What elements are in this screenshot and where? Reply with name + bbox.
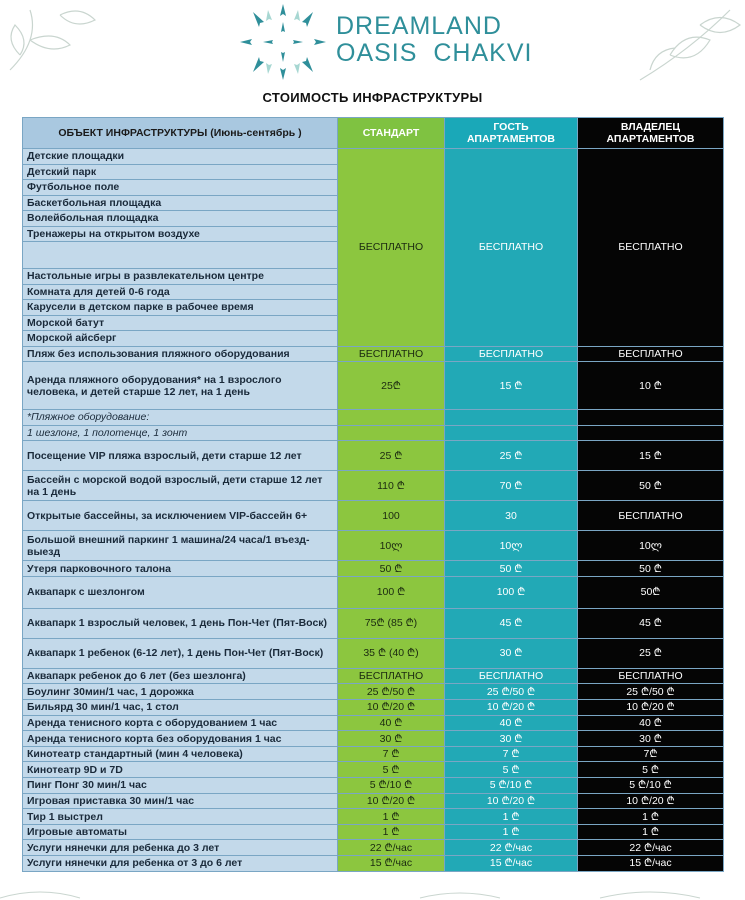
row-guest-value: 10 ₾/20 ₾ xyxy=(445,793,578,809)
row-standard-value: 25₾ xyxy=(338,362,445,410)
page-title: СТОИМОСТЬ ИНФРАСТРУКТУРЫ xyxy=(262,90,483,105)
table-row xyxy=(23,362,724,410)
row-guest-value: 30 ₾ xyxy=(445,638,578,668)
row-owner-value: 10 ₾ xyxy=(578,362,724,410)
row-guest-value: 1 ₾ xyxy=(445,824,578,840)
row-owner-value: 45 ₾ xyxy=(578,608,724,638)
row-name: Игровые автоматы xyxy=(23,824,338,840)
row-standard-value: БЕСПЛАТНО xyxy=(338,346,445,362)
row-standard-value: 22 ₾/час xyxy=(338,840,445,856)
row-standard-value: 5 ₾/10 ₾ xyxy=(338,778,445,794)
row-name: Аквапарк ребенок до 6 лет (без шезлонга) xyxy=(23,668,338,684)
row-owner-value: 15 ₾ xyxy=(578,441,724,471)
table-row xyxy=(23,561,724,577)
row-name: Аренда тенисного корта с оборудованием 1 час xyxy=(23,715,338,731)
table-row xyxy=(23,501,724,531)
free-item-name: Баскетбольная площадка xyxy=(23,195,338,211)
header xyxy=(0,0,745,85)
free-standard-value: БЕСПЛАТНО xyxy=(338,149,445,347)
header-object: ОБЪЕКТ ИНФРАСТРУКТУРЫ (Июнь-сентябрь ) xyxy=(23,118,338,149)
free-item-name: Настольные игры в развлекательном центре xyxy=(23,269,338,285)
row-guest-value: 5 ₾ xyxy=(445,762,578,778)
row-guest-value: 30 ₾ xyxy=(445,731,578,747)
row-guest-value: 7 ₾ xyxy=(445,746,578,762)
row-owner-value: 22 ₾/час xyxy=(578,840,724,856)
row-standard-value xyxy=(338,425,445,441)
free-owner-value: БЕСПЛАТНО xyxy=(578,149,724,347)
row-name: Посещение VIP пляжа взрослый, дети старше 12 лет xyxy=(23,441,338,471)
brand-name xyxy=(336,13,532,67)
row-name: Кинотеатр 9D и 7D xyxy=(23,762,338,778)
row-name: 1 шезлонг, 1 полотенце, 1 зонт xyxy=(23,425,338,441)
table-row xyxy=(23,608,724,638)
header-owner: ВЛАДЕЛЕЦ АПАРТАМЕНТОВ xyxy=(578,118,724,149)
row-owner-value: 30 ₾ xyxy=(578,731,724,747)
row-name: Утеря парковочного талона xyxy=(23,561,338,577)
row-name: Пинг Понг 30 мин/1 час xyxy=(23,778,338,794)
table-row xyxy=(23,700,724,716)
row-owner-value: 15 ₾/час xyxy=(578,856,724,872)
row-owner-value: 25 ₾/50 ₾ xyxy=(578,684,724,700)
table-row xyxy=(23,149,724,165)
row-standard-value: 5 ₾ xyxy=(338,762,445,778)
row-owner-value: БЕСПЛАТНО xyxy=(578,346,724,362)
free-item-name: Волейбольная площадка xyxy=(23,211,338,227)
table-row xyxy=(23,731,724,747)
row-name: Услуги нянечки для ребенка от 3 до 6 лет xyxy=(23,856,338,872)
price-table xyxy=(22,117,724,872)
row-guest-value: 45 ₾ xyxy=(445,608,578,638)
row-owner-value: 1 ₾ xyxy=(578,824,724,840)
table-row xyxy=(23,638,724,668)
row-guest-value: 1 ₾ xyxy=(445,809,578,825)
row-standard-value: 10 ₾/20 ₾ xyxy=(338,700,445,716)
brand-line-1: DREAMLAND xyxy=(336,12,502,40)
row-standard-value: БЕСПЛАТНО xyxy=(338,668,445,684)
table-row xyxy=(23,793,724,809)
floral-decoration-bottom-icon xyxy=(0,886,745,900)
table-row xyxy=(23,840,724,856)
table-row xyxy=(23,410,724,426)
row-name: Аквапарк 1 взрослый человек, 1 день Пон-Чет (Пят-Воск) xyxy=(23,608,338,638)
table-row xyxy=(23,809,724,825)
row-name: Бассейн с морской водой взрослый, дети старше 12 лет на 1 день xyxy=(23,471,338,501)
table-row xyxy=(23,746,724,762)
row-guest-value: 10 ₾/20 ₾ xyxy=(445,700,578,716)
row-guest-value: 30 xyxy=(445,501,578,531)
dreamland-logo-icon xyxy=(238,2,328,82)
row-name: Кинотеатр стандартный (мин 4 человека) xyxy=(23,746,338,762)
table-row xyxy=(23,762,724,778)
row-guest-value: 25 ₾/50 ₾ xyxy=(445,684,578,700)
row-standard-value: 110 ₾ xyxy=(338,471,445,501)
free-guest-value: БЕСПЛАТНО xyxy=(445,149,578,347)
row-standard-value: 50 ₾ xyxy=(338,561,445,577)
row-name: Боулинг 30мин/1 час, 1 дорожка xyxy=(23,684,338,700)
free-item-name: Карусели в детском парке в рабочее время xyxy=(23,300,338,316)
row-standard-value: 10ლ xyxy=(338,531,445,561)
table-row xyxy=(23,441,724,471)
row-guest-value: 15 ₾/час xyxy=(445,856,578,872)
free-item-name: Морской батут xyxy=(23,315,338,331)
row-owner-value: БЕСПЛАТНО xyxy=(578,668,724,684)
row-name: *Пляжное оборудование: xyxy=(23,410,338,426)
free-item-name: Морской айсберг xyxy=(23,331,338,347)
row-guest-value xyxy=(445,410,578,426)
table-row xyxy=(23,856,724,872)
row-standard-value xyxy=(338,410,445,426)
row-standard-value: 25 ₾ xyxy=(338,441,445,471)
row-name: Аренда тенисного корта без оборудования 1 час xyxy=(23,731,338,747)
row-name: Услуги нянечки для ребенка до 3 лет xyxy=(23,840,338,856)
free-item-name: Комната для детей 0-6 года xyxy=(23,284,338,300)
row-owner-value: 7₾ xyxy=(578,746,724,762)
row-owner-value xyxy=(578,425,724,441)
row-standard-value: 1 ₾ xyxy=(338,809,445,825)
row-standard-value: 40 ₾ xyxy=(338,715,445,731)
row-standard-value: 30 ₾ xyxy=(338,731,445,747)
row-name: Открытые бассейны, за исключением VIP-бассейн 6+ xyxy=(23,501,338,531)
row-owner-value: 40 ₾ xyxy=(578,715,724,731)
row-guest-value: 10ლ xyxy=(445,531,578,561)
table-row xyxy=(23,576,724,608)
price-table-container xyxy=(22,117,723,888)
row-name: Аквапарк 1 ребенок (6-12 лет), 1 день Пон-Чет (Пят-Воск) xyxy=(23,638,338,668)
row-owner-value: 50 ₾ xyxy=(578,471,724,501)
header-guest: ГОСТЬ АПАРТАМЕНТОВ xyxy=(445,118,578,149)
row-name: Аквапарк с шезлонгом xyxy=(23,576,338,608)
floral-decoration-right-icon xyxy=(630,0,745,85)
table-body xyxy=(23,149,724,872)
row-owner-value: БЕСПЛАТНО xyxy=(578,501,724,531)
table-row xyxy=(23,346,724,362)
row-owner-value: 10ლ xyxy=(578,531,724,561)
table-row xyxy=(23,668,724,684)
row-guest-value: 15 ₾ xyxy=(445,362,578,410)
row-guest-value xyxy=(445,425,578,441)
table-row xyxy=(23,778,724,794)
row-guest-value: БЕСПЛАТНО xyxy=(445,346,578,362)
row-guest-value: 100 ₾ xyxy=(445,576,578,608)
row-standard-value: 10 ₾/20 ₾ xyxy=(338,793,445,809)
row-owner-value: 1 ₾ xyxy=(578,809,724,825)
free-item-name: Детский парк xyxy=(23,164,338,180)
row-guest-value: 25 ₾ xyxy=(445,441,578,471)
row-guest-value: 40 ₾ xyxy=(445,715,578,731)
row-standard-value: 75₾ (85 ₾) xyxy=(338,608,445,638)
table-row xyxy=(23,531,724,561)
row-owner-value xyxy=(578,410,724,426)
row-standard-value: 1 ₾ xyxy=(338,824,445,840)
row-guest-value: 5 ₾/10 ₾ xyxy=(445,778,578,794)
row-guest-value: 22 ₾/час xyxy=(445,840,578,856)
row-owner-value: 10 ₾/20 ₾ xyxy=(578,793,724,809)
table-row xyxy=(23,684,724,700)
free-item-name: Тренажеры на открытом воздухе xyxy=(23,226,338,242)
row-standard-value: 35 ₾ (40 ₾) xyxy=(338,638,445,668)
row-name: Аренда пляжного оборудования* на 1 взрослого человека, и детей старше 12 лет, на 1 день xyxy=(23,362,338,410)
header-standard: СТАНДАРТ xyxy=(338,118,445,149)
row-standard-value: 100 xyxy=(338,501,445,531)
row-name: Бильярд 30 мин/1 час, 1 стол xyxy=(23,700,338,716)
row-guest-value: 70 ₾ xyxy=(445,471,578,501)
free-item-name: Детские площадки xyxy=(23,149,338,165)
row-standard-value: 100 ₾ xyxy=(338,576,445,608)
row-owner-value: 10 ₾/20 ₾ xyxy=(578,700,724,716)
row-standard-value: 15 ₾/час xyxy=(338,856,445,872)
table-row xyxy=(23,824,724,840)
row-guest-value: 50 ₾ xyxy=(445,561,578,577)
row-owner-value: 50₾ xyxy=(578,576,724,608)
free-item-name xyxy=(23,242,338,269)
row-owner-value: 25 ₾ xyxy=(578,638,724,668)
table-row xyxy=(23,471,724,501)
row-standard-value: 7 ₾ xyxy=(338,746,445,762)
row-name: Тир 1 выстрел xyxy=(23,809,338,825)
row-name: Игровая приставка 30 мин/1 час xyxy=(23,793,338,809)
table-row xyxy=(23,715,724,731)
brand-line-2: OASIS CHAKVI xyxy=(336,39,533,67)
row-owner-value: 50 ₾ xyxy=(578,561,724,577)
row-guest-value: БЕСПЛАТНО xyxy=(445,668,578,684)
table-row xyxy=(23,425,724,441)
row-owner-value: 5 ₾/10 ₾ xyxy=(578,778,724,794)
row-name: Пляж без использования пляжного оборудования xyxy=(23,346,338,362)
table-header-row xyxy=(23,118,724,149)
row-owner-value: 5 ₾ xyxy=(578,762,724,778)
floral-decoration-left-icon xyxy=(0,0,110,80)
free-item-name: Футбольное поле xyxy=(23,180,338,196)
row-name: Большой внешний паркинг 1 машина/24 часа/1 въезд-выезд xyxy=(23,531,338,561)
row-standard-value: 25 ₾/50 ₾ xyxy=(338,684,445,700)
